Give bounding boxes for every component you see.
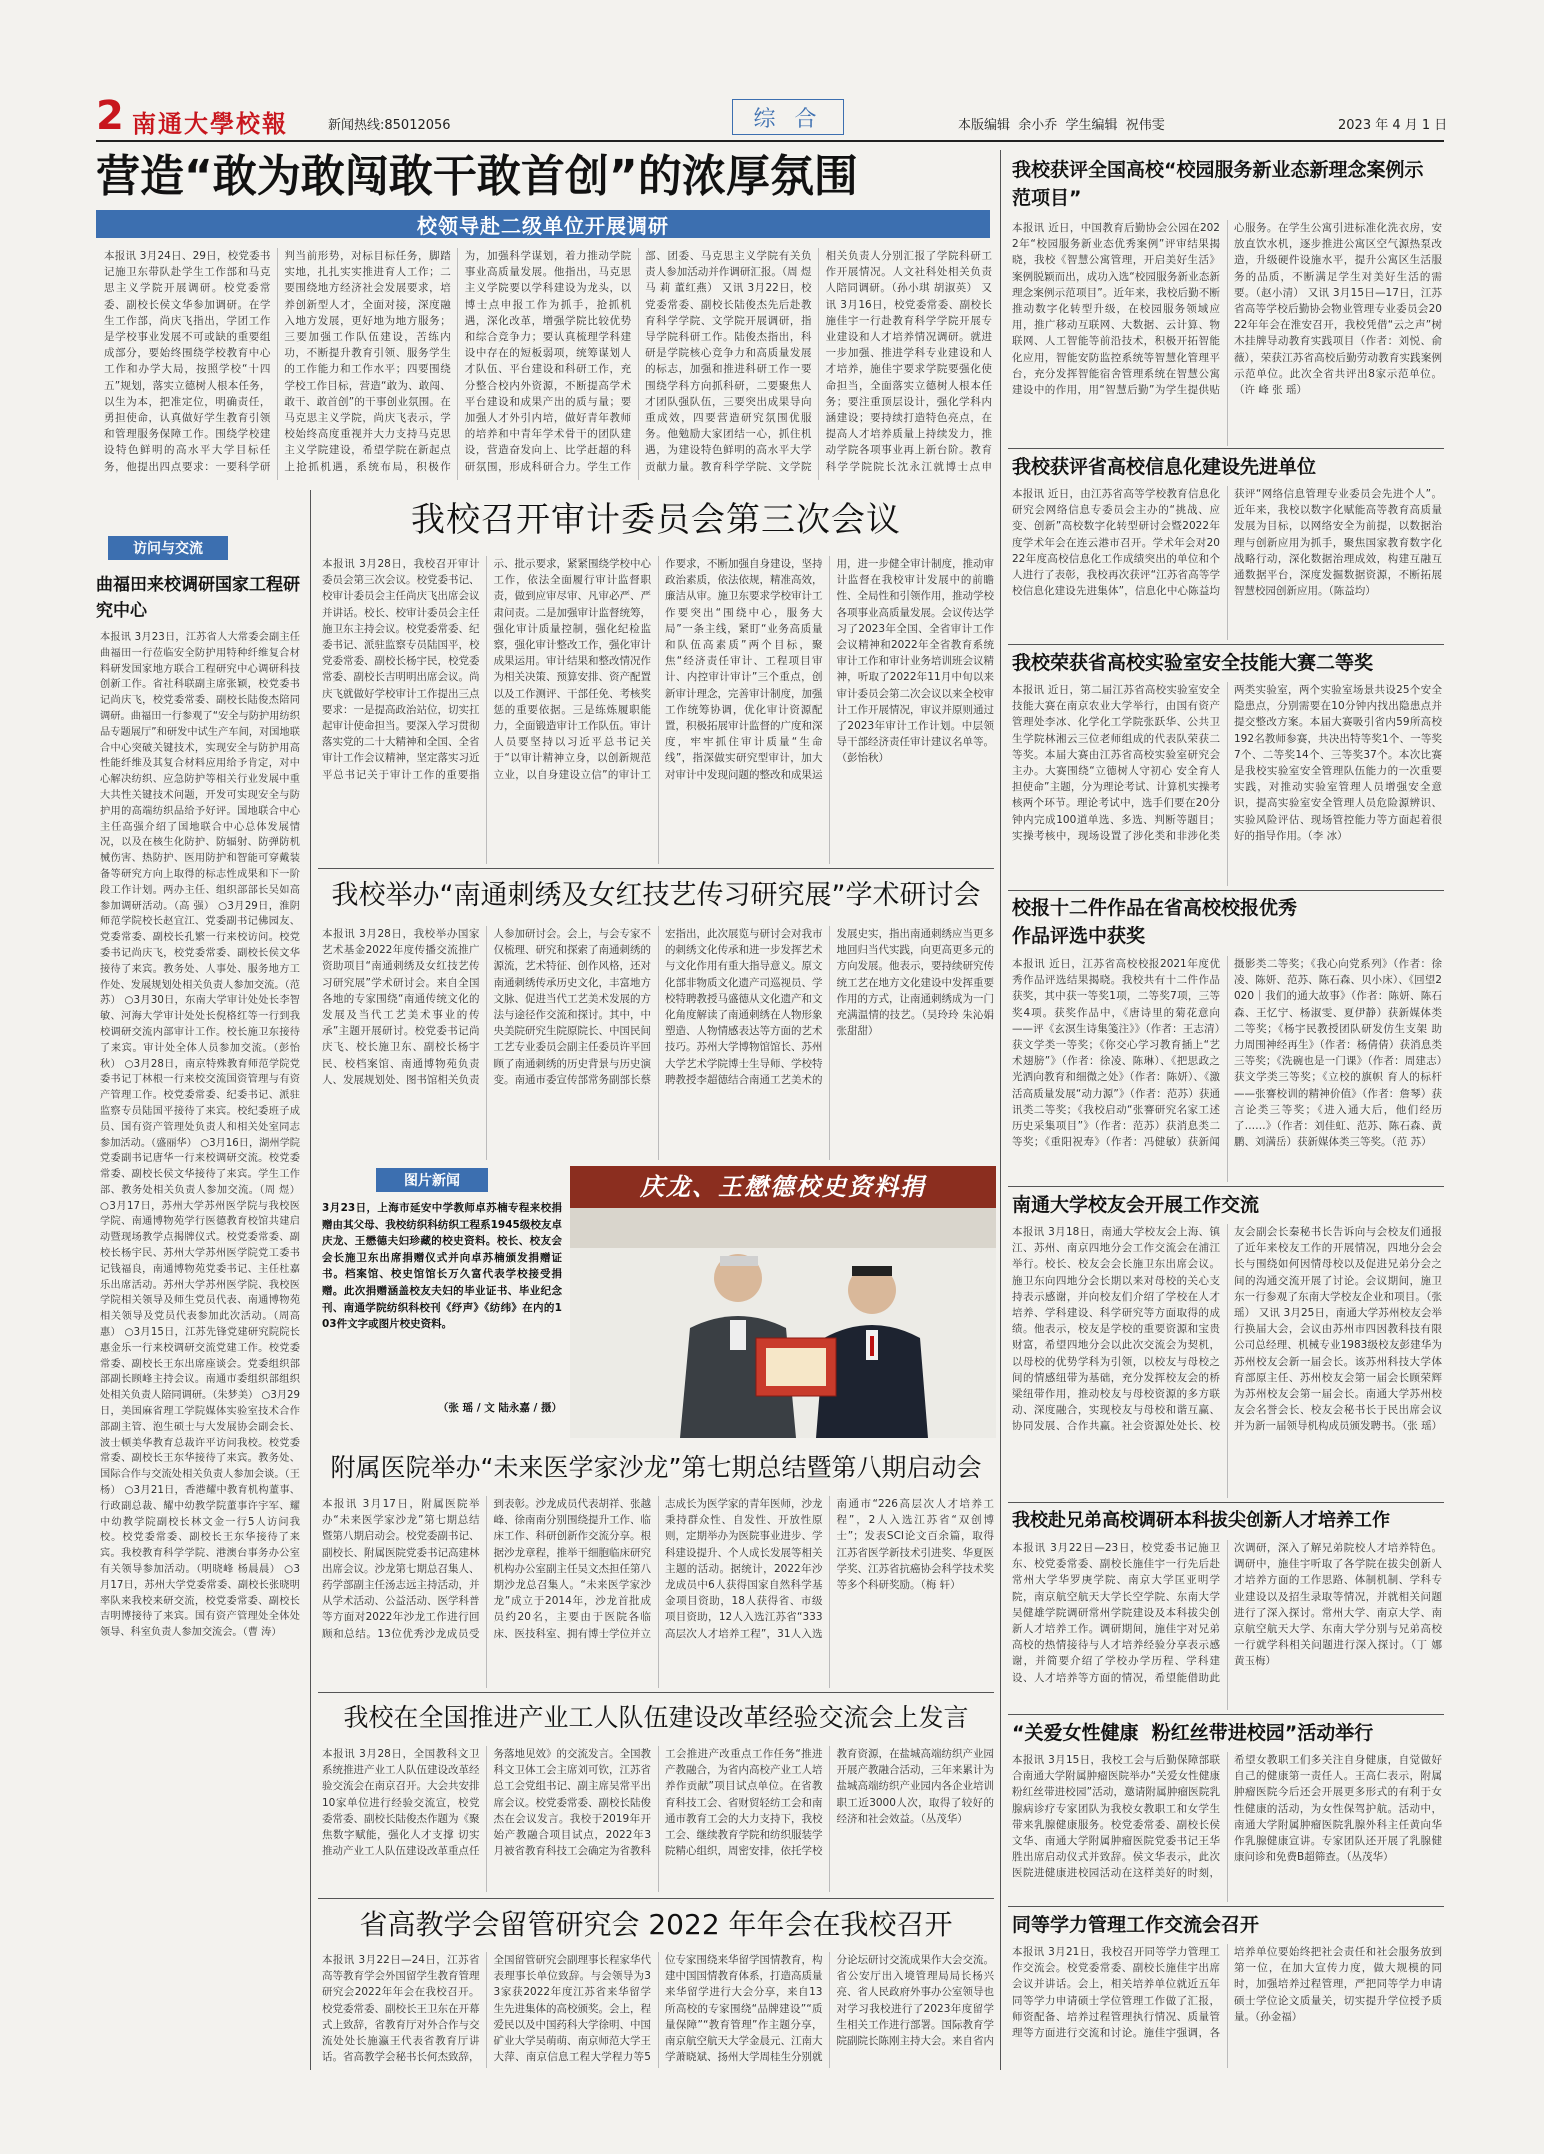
alumni-title: 南通大学校友会开展工作交流 (1012, 1194, 1260, 1216)
talent-title: 我校赴兄弟高校调研本科拔尖创新人才培养工作 (1012, 1510, 1390, 1531)
photo-news-caption: 3月23日，上海市延安中学教师卓苏楠专程来校捐赠由其父母、我校纺织科纺织工程系1945级校友卓庆龙、王懋德夫妇珍藏的校史资料。校长、校友会会长施卫东出席捐赠仪式并向卓苏楠颁发捐赠证书。档案馆、校史馆馆长万久富代表学校接受捐赠。此次捐赠涵盖校友夫妇的毕业证书、毕业纪念刊、南通学院纺织科校刊《纾声》《纺纬》在内的103件文字或图片校史资料。 (322, 1202, 562, 1331)
award1-title: 我校获评全国高校“校园服务新业态新理念案例示范项目” (1012, 159, 1424, 209)
lead-body: 本报讯 3月24日、29日，校党委书记施卫东带队赴学生工作部和马克思主义学院开展调研。校党委常委、副校长侯文华参加调研。在学生工作部，尚庆飞指出，学团工作是学校事业发展不可或缺的重要组成部分，要始终围绕学校教育中心工作和办学大局，按照学校“十四五”规划，落实立德树人根本任务，以生为本，把准定位，明确责任，勇担使命，认真做好学生教育引领和管理服务保障工作。围绕学校建设特色鲜明的高水平大学目标任务，他提出四点要求：一要科学研判当前形势，对标目标任务，脚踏实地，扎扎实实推进育人工作；二要围绕地方经济社会发展要求，培养创新型人才，全面对接，深度融入地方发展，更好地为地方服务；三要加强工作队伍建设，苦练内功，不断提升教育引领、服务学生的工作能力和工作水平；四要围绕学校工作目标，营造“敢为、敢闯、敢干、敢首创”的干事创业氛围。在马克思主义学院，尚庆飞表示，学校始终高度重视并大力支持马克思主义学院建设，希望学院在新起点上抢抓机遇，系统布局，积极作为，加强科学谋划，着力推动学院事业高质量发展。他指出，马克思主义学院要以学科建设为龙头，以博士点申报工作为抓手，抢抓机遇，深化改革，增强学院比较优势和综合竞争力；要认真梳理学科建设中存在的短板弱项，统筹谋划人才队伍、平台建设和科研工作，充分整合校内外资源，不断提高学术平台建设和成果产出的质与量；要加强人才外引内培，做好青年教师的培养和中青年学术骨干的团队建设，营造奋发向上、比学赶超的科研氛围，形成科研合力。学生工作部、团委、马克思主义学院有关负责人参加活动并作调研汇报。（周 煜 马 莉 董红燕） 又讯 3月22日，校党委常委、副校长陆俊杰先后赴教育科学学院、文学院开展调研，指导学院科研工作。陆俊杰指出，科研是学院核心竞争力和高质量发展的标志，加强和推进科研工作一要围绕学科方向抓科研，二要聚焦人才团队强队伍，三要突出成果导向重成效，四要营造研究氛围优服务。他勉励大家团结一心，抓住机遇，为建设特色鲜明的高水平大学贡献力量。教育科学学院、文学院相关负责人分别汇报了学院科研工作开展情况。人文社科处相关负责人陪同调研。（孙小琪 胡淑英） 又讯 3月16日，校党委常委、副校长施佳宇一行赴教育科学学院开展专业建设和人才培养情况调研。就进一步加强、推进学科专业建设和人才培养，施佳宇要求学院要强化使命担当，全面落实立德树人根本任务；要注重顶层设计，强化学科内涵建设；要持续打造特色亮点，在提高人才培养质量上持续发力，推动学院各项事业再上新台阶。教育科学学院院长沈永江就博士点申 (104, 250, 992, 473)
industry-rule (318, 1898, 994, 1899)
award2-body: 本报讯 近日，由江苏省高等学校教育信息化研究会网络信息专委员会主办的“挑战、应变、创新”高校数字化转型研讨会暨2022年度学术年会在连云港市召开。学术年会对2022年度高校信息化工作成绩突出的单位和个人进行了表彰，我校再次获评“江苏省高等学校信息化建设先进集体”，信息化中心陈益均获评“网络信息管理专业委员会先进个人”。近年来，我校以数字化赋能高等教育高质量发展为目标，以网络安全为前提，以数据治理与创新应用为抓手，聚焦国家教育数字化战略行动，深化数据治理成效，构建互融互通数据平台，深度发掘数据资源，不断拓展智慧校园创新应用。（陈益均） (1012, 488, 1442, 598)
left-column-divider (310, 490, 311, 2070)
donation-photo (570, 1166, 996, 1438)
embroidery-body: 本报讯 3月28日，我校举办国家艺术基金2022年度传播交流推广资助项目“南通刺绣及女红技艺传习研究展”学术研讨会。来自全国各地的专家围绕“南通传统文化的发展及当代工艺美术事业的传承”主题开展研讨。校党委书记尚庆飞、校长施卫东、副校长杨宇民、校档案馆、南通博物苑负责人、发展规划处、图书馆相关负责人参加研讨会。会上，与会专家不仅梳理、研究和探索了南通刺绣的源流，艺术特征、创作风格，还对南通刺绣传承历史文化，丰富地方文脉、促进当代工艺美术发展的方法与途径作交流和探讨。其中，中央美院研究生院原院长、中国民间工艺专业委员会副主任委员许平回顾了南通刺绣的历史背景与历史演变。南通市委宣传部常务副部长蔡宏指出，此次展览与研讨会对我市的刺绣文化传承和进一步发挥艺术与文化作用有重大指导意义。原文化部非物质文化遗产司巡视员、学校特聘教授马盛德从文化遗产和文化角度解读了南通刺绣在人物形象塑造、人物情感表达等方面的艺术技巧。苏州大学博物馆馆长、苏州大学艺术学院博士生导师、学校特聘教授李超德结合南通工艺美术的发展史实，指出南通刺绣应当更多地回归当代实践，向更高更多元的方向发展。他表示，要持续研究传统工艺在地方文化建设中发挥重要作用的方式，让南通刺绣成为一门充满温情的技艺。（吴玲玲 朱沁娟 张甜甜） (322, 928, 994, 1086)
lead-title: 营造“敢为敢闯敢干敢首创”的浓厚氛围 (96, 151, 858, 202)
award4-rule (1008, 1186, 1444, 1187)
alumni-body: 本报讯 3月18日，南通大学校友会上海、镇江、苏州、南京四地分会工作交流会在浦江举行。校长、校友会会长施卫东出席会议。施卫东向四地分会长期以来对母校的关心支持表示感谢，并向校友们介绍了学校在人才培养、学科建设、科学研究等方面取得的成绩。他表示，校友是学校的重要资源和宝贵财富，希望四地分会以此次交流会为契机，以母校的优势学科为引领，以校友与母校之间的情感纽带为基础，充分发挥校友会的桥梁纽带作用，推动校友与母校资源的多方联动、深度融合，实现校友与母校和谐互赢、协同发展、合作共赢。社会资源处处长、校友会副会长秦秘书长告诉向与会校友们通报了近年来校友工作的开展情况，四地分会会长与围绕如何因情母校以及促进兄弟分会之间的沟通交流开展了讨论。会议期间，施卫东一行参观了东南大学校友企业和项目。（张 瑶） 又讯 3月25日，南通大学苏州校友会举行换届大会，会议由苏州市四因教科技有限公司总经理、机械专业1983级校友彭建华为苏州校友会新一届会长。该苏州科技大学体育部原主任、苏州校友会第一届会长顾荣辉为苏州校友会第一届会长。南通大学苏州校友会名誉会长、校友会秘书长于民出席会议并为新一届领导机构成员颁发聘书。（张 瑶） (1012, 1226, 1442, 1433)
award1-rule (1008, 448, 1444, 449)
award4-title: 校报十二件作品在省高校校报优秀作品评选中获奖 (1012, 897, 1298, 947)
industry-title: 我校在全国推进产业工人队伍建设改革经验交流会上发言 (343, 1703, 969, 1732)
award3-rule (1008, 890, 1444, 891)
award2-rule (1008, 644, 1444, 645)
industry-body: 本报讯 3月28日，全国教科文卫系统推进产业工人队伍建设改革经验交流会在南京召开。大会共安排10家单位进行经验交流宣，校党委常委、副校长陆俊杰作题为《聚焦数字赋能，强化人才支撑 切实推动产业工人队伍建设改革重点任务落地见效》的交流发言。全国教科文卫体工会主席刘可钦，江苏省总工会党组书记、副主席吴常平出席会议。校党委常委、副校长陆俊杰在会议发言。我校于2019年开始产教融合项目试点，2022年3月被省教育科技工会确定为省教科工会推进产改重点工作任务“推进产教融合，为省内高校产业工人培养作贡献”项目试点单位。在省教育科技工会、省财贸轻纺工会和南通市教育工会的大力支持下，我校工会、继续教育学院和纺织服装学院精心组织，周密安排，依托学校教育资源，在盐城高端纺织产业园开展产教融合活动，三年来累计为盐城高端纺织产业园内各企业培训职工近3000人次，取得了较好的经济和社会效益。（丛茂华） (322, 1748, 994, 1858)
photo-news-credit: （张 瑶 / 文 陆永嘉 / 摄） (437, 1402, 562, 1414)
editors: 本版编辑 余小乔 学生编辑 祝伟雯 (958, 118, 1165, 133)
page-number: 2 (96, 93, 124, 139)
award3-body: 本报讯 近日，第二届江苏省高校实验室安全技能大赛在南京农业大学举行，由国有资产管理处李冰、化学化工学院张跃华、公共卫生学院林湘云三位老师组成的代表队荣获二等奖。本届大赛由江苏省高校实验室研究会主办。大赛围绕“立德树人守初心 安全育人担使命”主题，分为理论考试、计算机实操考核两个环节。理论考试中，选手们要在20分钟内完成100道单选、多选、判断等题目；实操考核中，现场设置了涉化类和非涉化类两类实验室，两个实验室场景共设25个安全隐患点，分别需要在10分钟内找出隐患点并提交整改方案。本届大赛吸引省内59所高校192名教师参赛，共决出特等奖1个、一等奖7个、二等奖14个、三等奖37个。本次比赛是我校实验室安全管理队伍能力的一次重要实践，对推动实验室管理人员增强安全意识，提高实验室安全管理人员危险源辨识、实验风险评估、现场管控能力等方面起着很好的指导作用。（李 冰） (1012, 684, 1442, 842)
exchange-body: 本报讯 3月23日，江苏省人大常委会副主任曲福田一行莅临安全防护用特种纤维复合材料研发国家地方联合工程研究中心调研科技创新工作。省社科联副主席张颖，校党委书记尚庆飞，校党委常委、副校长陆俊杰陪同调研。曲福田一行参观了“安全与防护用纺织品专题展厅”和研发中试生产车间，对国地联合中心突破关键技术，实现安全与防护用高性能纤维及其复合材料应用给予肯定，对中心解决纺织、应急防护等相关行业发展中重大共性关键技术问题，开发可实现安全与防护用的高端纺织品给予好评。国地联合中心主任高强介绍了国地联合中心总体发展情况，以及在核生化防护、防辐射、防弹防机械伤害、热防护、医用防护和智能可穿戴装备等研究方向上取得的标志性成果和下一阶段工作计划。两办主任、组织部部长吴如高参加调研活动。（高 强） ○3月29日，淮阴师范学院校长赵宜江、党委副书记佛园友、党委常委、副校长孔繁一行来校访问。校党委书记尚庆飞，校党委常委、副校长侯文华接待了来宾。教务处、人事处、服务地方工作处、发展规划处相关负责人参加交流。（范 苏） ○3月30日，东南大学审计处处长李智敏、河海大学审计处处长倪格红等一行到我校调研交流内部审计工作。校长施卫东接待了来宾。审计处全体人员参加交流。（彭怡秋） ○3月28日，南京特殊教育师范学院党委书记丁林根一行来校交流国资管理与有资产管理工作。校党委常委、纪委书记、派驻监察专员陆国平接待了来宾。校纪委班子成员、国有资产管理处负责人和相关处室同志参加活动。（盛丽华） ○3月16日，湖州学院党委副书记唐华一行来校调研交流。校党委常委、副校长侯文华接待了来宾。学生工作部、教务处相关负责人参加交流。（周 煜） ○3月17日，苏州大学苏州医学院与我校医学院、南通博物苑学行医德教育校馆共建启动暨现场教学点揭牌仪式。校党委常委、副校长杨宇民、苏州大学苏州医学院党工委书记钱福良，南通博物苑党委书记、主任杜嘉乐出席活动。苏州大学苏州医学院、我校医学院相关领导及师生党员代表、南通博物苑相关领导及党员代表参加此次活动。（周高惠） ○3月15日，江苏先锋党建研究院院长惠金乐一行来校调研交流党建工作。校党委常委、副校长王东出席座谈会。党委组织部部副长顾峰主持会议。南通市委组织部组织处相关负责人陪同调研。（朱梦美） ○3月29日，美国麻省理工学院媒体实验室技术合作部副主管、泡生硕士与大发展协会副会长、波士顿美华教育总裁许平访问我校。校党委常委、副校长王东华接待了来宾。教务处、国际合作与交流处相关负责人参加会谈。（王 杨） ○3月21日，香港耀中教育机构董事、行政副总裁、耀中幼教学院董事许宇军、耀中幼教学院副校长林文金一行5人访问我校。校党委常委、副校长王东华接待了来宾。我校教育科学学院、港澳台事务办公室有关领导参加活动。（明晓峰 杨晨晨） ○3月17日，苏州大学党委常委、副校长张晓明率队来我校来研交流，校党委常委、副校长吉明博接待了来宾。国有资产管理处全体处领导、科室负责人参加交流会。（曹 涛） (100, 632, 300, 1639)
exchange-tag: 访问与交流 (108, 536, 228, 560)
hospital-title: 附属医院举办“未来医学家沙龙”第七期总结暨第八期启动会 (330, 1453, 982, 1482)
women-body: 本报讯 3月15日，我校工会与后勤保障部联合南通大学附属肿瘤医院举办“关爱女性健康 粉红丝带进校园”活动，邀请附属肿瘤医院乳腺病诊疗专家团队为我校女教职工和女学生带来乳腺健康服务。校党委常委、副校长侯文华、南通大学附属肿瘤医院党委书记王华胜出席启动仪式并致辞。侯文华表示，此次医院进健康进校园活动在这样美好的时刻，希望女教职工们多关注自身健康，自觉做好自己的健康第一责任人。王高仁表示，附属肿瘤医院今后还会开展更多形式的有利于女性健康的活动，为女性保驾护航。活动中，南通大学附属肿瘤医院乳腺外科主任黄向华作乳腺健康宣讲。专家团队还开展了乳腺健康问诊和免费B超筛查。（丛茂华） (1012, 1754, 1442, 1880)
audit-title: 我校召开审计委员会第三次会议 (411, 500, 901, 540)
postgrad-title: 省高教学会留管研究会 2022 年年会在我校召开 (359, 1908, 953, 1941)
women-rule (1008, 1906, 1444, 1907)
lead-subtitle: 校领导赴二级单位开展调研 (96, 210, 990, 238)
audit-body: 本报讯 3月28日，我校召开审计委员会第三次会议。校党委书记、校审计委员会主任尚庆飞出席会议并讲话。校长、校审计委员会主任施卫东主持会议。校党委常委、纪委书记、派驻监察专员陆国平，校党委常委、副校长杨宇民，校党委常委、副校长吉明明出席会议。尚庆飞就做好学校审计工作提出三点要求：一是提高政治站位，切实扛起审计使命担当。要深入学习贯彻落实党的二十大精神和全国、全省审计工作会议精神，坚定落实习近平总书记关于审计工作的重要指示、批示要求，紧紧围绕学校中心工作，依法全面履行审计监督职责，做到应审尽审、凡审必严、严肃问责。二是加强审计监督统筹，强化审计质量控制，强化纪检监察，强化审计整改工作，强化审计成果运用。审计结果和整改情况作为相关决策、预算安排、资产配置以及工作测评、干部任免、考核奖惩的重要依据。三是练炼履职能力，全面锻造审计工作队伍。审计人员要坚持以习近平总书记关于“以审计精神立身，以创新规范立业，以自身建设立信”的审计工作要求，不断加强自身建设，坚持政治素质，依法依规，精准高效，廉洁从审。施卫东要求学校审计工作要突出“围绕中心，服务大局”一条主线，紧盯“业务高质量和队伍高素质”两个目标，聚焦“经济责任审计、工程项目审计、内控审计审计”三个重点，创新审计理念，完善审计制度，加强工作统筹协调，优化审计资源配置，积极拓展审计监督的广度和深度，牢牢抓住审计质量“生命线”，指深做实研究型审计，加大对审计中发现问题的整改和成果运用，进一步健全审计制度，推动审计监督在我校审计发展中的前瞻性、全局性和引领作用，推动学校各项事业高质量发展。会议传达学习了2023年全国、全省审计工作会议精神和2022年全省教育系统审计工作和审计业务培训班会议精神，听取了2022年11月中旬以来审计委员会第二次会议以来全校审计工作开展情况，审议并原则通过了2023年审计工作计划。中层领导干部经济责任审计建议名单等。（彭怡秋） (322, 558, 994, 781)
photo-banner-text: 庆龙、王懋德校史资料捐 (570, 1166, 996, 1208)
finance-title: 同等学力管理工作交流会召开 (1012, 1914, 1260, 1936)
photo-illustration (570, 1208, 996, 1438)
paper-name: 南通大學校報 (132, 109, 288, 138)
hospital-body: 本报讯 3月17日，附属医院举办“未来医学家沙龙”第七期总结暨第八期启动会。校党委副书记、副校长、附属医院党委书记高建林出席会议。沙龙第七期总召集人、药学部副主任汤志远主持活动，并从学术活动、公益活动、医学科普等方面对2022年沙龙工作进行回顾和总结。13位优秀沙龙成员受到表彰。沙龙成员代表胡祥、张越峰、徐南南分别围绕提升工作、临床工作、科研创新作交流分享。根据沙龙章程，推举干细胞临床研究机构办公室副主任吴文杰担任第八期沙龙总召集人。“未来医学家沙龙”成立于2014年，沙龙首批成员约20名，主要由于医院各临床、医技科室、拥有博士学位并立志成长为医学家的青年医师，沙龙秉持群众性、自发性、开放性原则，定期举办为医院事业进步、学科建设提升、个人成长发展等相关主题的活动。据统计，2022年沙龙成员中6人获得国家自然科学基金项目资助，18人获得省、市级项目资助，12人入选江苏省“333高层次人才培养工程”，31人入选南通市“226高层次人才培养工程”，2人入选江苏省“双创博士”；发表SCI论文百余篇，取得江苏省医学新技术引进奖、华夏医学奖、江苏省抗癌协会科学技术奖等多个科研奖励。（梅 轩） (322, 1498, 994, 1640)
exchange-title: 曲福田来校调研国家工程研究中心 (96, 575, 300, 621)
photo-news-tag: 图片新闻 (376, 1168, 488, 1192)
award3-title: 我校荣获省高校实验室安全技能大赛二等奖 (1012, 652, 1374, 674)
talent-rule (1008, 1714, 1444, 1715)
hotline: 新闻热线:85012056 (328, 118, 451, 133)
section-label (732, 99, 844, 135)
column-divider (1000, 150, 1001, 2070)
talent-body: 本报讯 3月22日—23日，校党委书记施卫东、校党委常委、副校长施佳宇一行先后赴常州大学华罗庚学院、南京大学匡亚明学院，南京航空航天大学长空学院、东南大学吴健雄学院调研常州学院建设及本科拔尖创新人才培养工作。调研期间，施佳宇对兄弟高校的热情接待与人才培养经验分享表示感谢，并简要介绍了学校办学历程、学科建设、人才培养等方面的情况，希望能借助此次调研，深入了解兄弟院校人才培养特色。调研中，施佳宇听取了各学院在拔尖创新人才培养方面的工作思路、体制机制、学科专业建设以及招生录取等情况，并就相关问题进行了深入探讨。常州大学、南京大学、南京航空航天大学、东南大学分别与兄弟高校一行就学科相关问题进行深入探讨。（丁 娜 黄玉梅） (1012, 1542, 1442, 1684)
masthead-rule (96, 140, 1444, 142)
hospital-rule (318, 1692, 994, 1693)
finance-body: 本报讯 3月21日，我校召开同等学力管理工作交流会。校党委常委、副校长施佳宇出席会议并讲话。会上，相关培养单位就近五年同等学力申请硕士学位管理工作做了汇报，师资配备、培养过程管理执行情况、质量管理等方面进行交流和讨论。施佳宇强调，各培养单位要始终把社会责任和社会服务放到第一位，在加大宣传力度，做大规模的同时，加强培养过程管理，严把同等学力申请硕士学位论文质量关，切实提升学位授予质量。（孙金福） (1012, 1946, 1442, 2040)
women-title: “关爱女性健康 粉红丝带进校园”活动举行 (1012, 1722, 1374, 1744)
audit-rule (318, 868, 994, 869)
photo-news-caption-box (322, 1200, 562, 1430)
award4-body: 本报讯 近日，江苏省高校校报2021年度优秀作品评选结果揭晓。我校共有十二件作品获奖，其中获一等奖1项，二等奖7项，三等奖4项。获奖作品中，《唐诗里的菊花意向——评《玄溟生诗集笺注》》（作者：王志清）获文学类一等奖；《你交心学习教育插上“艺术翅膀”》（作者：徐凌、陈琳）、《把思政之光洒向教育和细微之处》（作者：陈妍）、《激活高质量发展“动力源”》（作者：范苏）获通讯类二等奖；《我校启动“张謇研究名家工述历史采集项目”》（作者：范苏）获消息类二等奖；《重阳祝寿》（作者：冯健敏）获新闻摄影类二等奖；《我心向党系列》（作者：徐凌、陈妍、范苏、陈石森、贝小床）、《回望2020｜我们的通大故事》（作者：陈妍、陈石森、王忆宁、杨淑雯、夏伊静）获新媒体类二等奖；《杨宇民教授团队研发仿生支架 助力周围神经再生》（作者：杨倩倩）获消息类三等奖；《洗碗也是一门课》（作者：周建志）获文学类三等奖；《立校的旗帜 育人的标杆——张謇校训的精神价值》（作者：詹琴）获言论类三等奖；《进入通大后，他们经历了……》（作者：刘佳虹、范苏、陈石森、黄鹏、刘满岳）获新媒体类三等奖。（范 苏） (1012, 958, 1442, 1149)
award1-body: 本报讯 近日，中国教育后勤协会公园在2022年“校园服务新业态优秀案例”评审结果揭晓，我校《智慧公寓管理，开启美好生活》案例脱颖而出，成功入选“校园服务新业态新理念案例示范项目”。近年来，我校后勤不断推动数字化转型升级，在校园服务领域应用，推广移动互联网、大数据、云计算、物联网、人工智能等前沿技术，积极开拓智能化应用，智能安防监控系统等智慧化管理平台，充分发挥智能宿舍管理系统在智慧公寓建设中的作用，用“智慧后勤”为学生提供贴心服务。在学生公寓引进标准化洗衣房，安放直饮水机，逐步推进公寓区空气源热泵改造，升级硬件设施水平，提升公寓区生活服务的品质，不断满足学生对美好生活的需要。（赵小清） 又讯 3月15日—17日，江苏省高等学校后勤协会物业管理专业委员会2022年年会在淮安召开，我校凭借“云之声”树木挂牌导动教育实践项目（作者：刘悦、俞薇），荣获江苏省高校后勤劳动教育实践案例示范单位。此次全省共评出8家示范单位。（许 峰 张 瑶） (1012, 222, 1442, 397)
award2-title: 我校获评省高校信息化建设先进单位 (1012, 456, 1317, 478)
embroidery-title: 我校举办“南通刺绣及女红技艺传习研究展”学术研讨会 (331, 880, 981, 911)
postgrad-body: 本报讯 3月22日—24日，江苏省高等教育学会外国留学生教育管理研究会2022年年会在我校召开。校党委常委、副校长王卫东在开幕式上致辞，省教育厅对外合作与交流处处长施瀛王代表省教育厅讲话。省高教学会秘书长何杰致辞，全国留管研究会副理事长程家华代表理事长单位致辞。与会领导为33家获2022年度江苏省来华留学生先进集体的高校颁奖。会上，程爱民以及中国药科大学徐明、中国矿业大学吴萌萌、南京师范大学王大萍、南京信息工程大学程力等5位专家围绕来华留学国情教育，构建中国国情教育体系，打造高质量来华留学进行大会分享，来自13所高校的专家围绕“品牌建设”“质量保障”“教育管理”作主题分享，南京航空航天大学金晨元、江南大学萧晓斌、扬州大学周桂生分别就分论坛研讨交流成果作大会交流。省公安厅出入境管理局局长杨兴亮、省人民政府外事办公室领导也对学习我校进行了2023年度留学生相关工作进行部署。国际教育学院副院长陈刚主持大会。来自省内 (322, 1954, 994, 2064)
alumni-rule (1008, 1502, 1444, 1503)
section-name: 综 合 (753, 106, 823, 132)
issue-date: 2023 年 4 月 1 日 (1338, 118, 1448, 133)
